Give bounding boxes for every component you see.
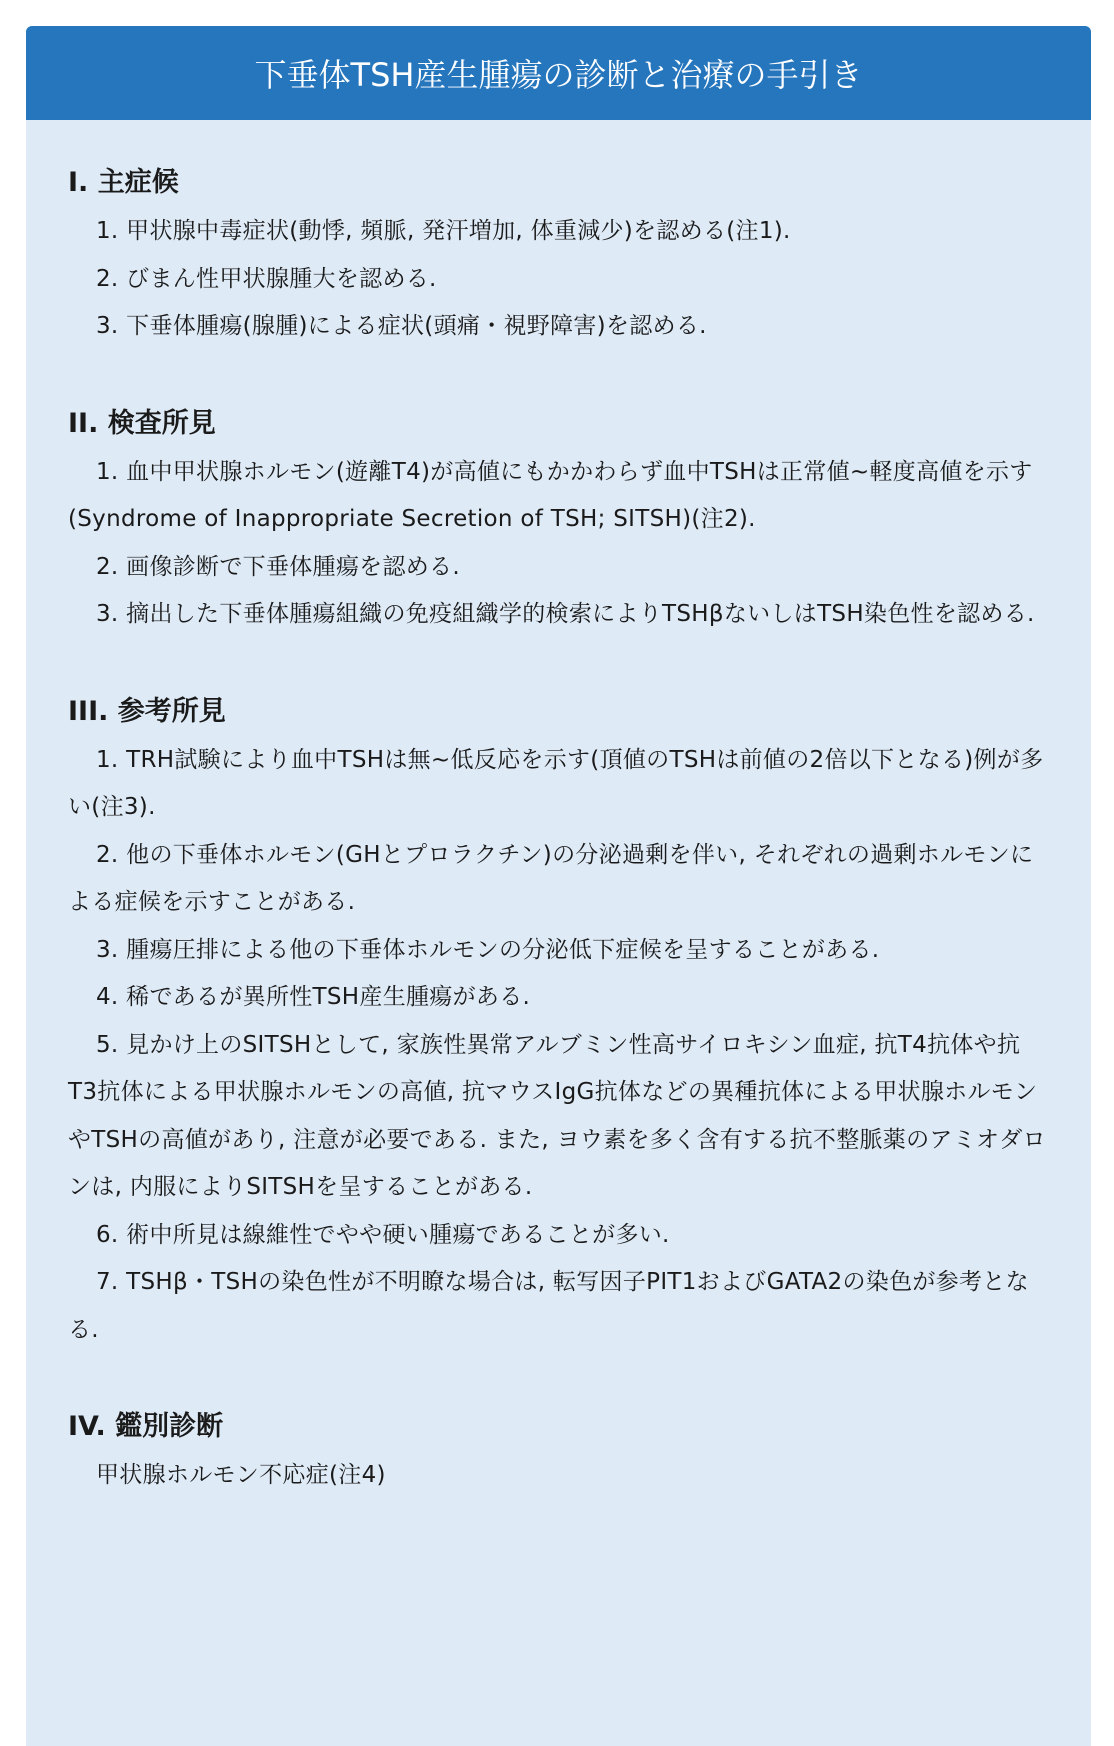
list-item: 甲状腺ホルモン不応症(注4) bbox=[96, 1462, 386, 1488]
list-item: 3. 腫瘍圧排による他の下垂体ホルモンの分泌低下症候を呈することがある. bbox=[96, 936, 880, 963]
list-item: 3. 下垂体腫瘍(腺腫)による症状(頭痛・視野障害)を認める. bbox=[96, 313, 707, 339]
section-heading: IV. 鑑別診断 bbox=[68, 1411, 224, 1442]
section-heading: III. 参考所見 bbox=[68, 695, 226, 727]
card-content bbox=[26, 120, 1091, 1500]
list-item: 4. 稀であるが異所性TSH産生腫瘍がある. bbox=[96, 984, 531, 1010]
list-item: 2. びまん性甲状腺腫大を認める. bbox=[96, 265, 437, 292]
list-item: 2. 他の下垂体ホルモン(GHとプロラクチン)の分泌過剰を伴い, それぞれの過剰ホルモンによる症候を示すことがある. bbox=[68, 841, 1034, 915]
section-heading: II. 検査所見 bbox=[68, 407, 216, 439]
section-reference-findings bbox=[68, 687, 1047, 1355]
list-item: 2. 画像診断で下垂体腫瘍を認める. bbox=[96, 553, 460, 580]
list-item: 5. 見かけ上のSITSHとして, 家族性異常アルブミン性高サイロキシン血症, 抗T4抗体や抗T3抗体による甲状腺ホルモンの高値, 抗マウスIgG抗体などの異種抗体による甲状腺ホルモンやTSHの高値があり, 注意が必要である. また, ヨウ素を多く含有する抗不整脈薬のアミオダロンは, 内服によりSITSHを呈することがある. bbox=[68, 1031, 1046, 1200]
card-header bbox=[26, 26, 1091, 120]
list-item: 3. 摘出した下垂体腫瘍組織の免疫組織学的検索によりTSHβないしはTSH染色性を認める. bbox=[96, 601, 1035, 627]
list-item: 1. TRH試験により血中TSHは無~低反応を示す(頂値のTSHは前値の2倍以下となる)例が多い(注3). bbox=[68, 746, 1044, 820]
section-heading: I. 主症候 bbox=[68, 167, 179, 198]
list-item: 7. TSHβ・TSHの染色性が不明瞭な場合は, 転写因子PIT1およびGATA2の染色が参考となる. bbox=[68, 1269, 1029, 1343]
guideline-card bbox=[26, 26, 1091, 1746]
section-lab-findings bbox=[68, 399, 1047, 639]
list-item: 1. 甲状腺中毒症状(動悸, 頻脈, 発汗増加, 体重減少)を認める(注1). bbox=[96, 218, 791, 244]
list-item: 1. 血中甲状腺ホルモン(遊離T4)が高値にもかかわらず血中TSHは正常値~軽度高値を示す(Syndrome of Inappropriate Secretion of TSH; SITSH)(注2). bbox=[68, 458, 1033, 532]
section-differential-diagnosis bbox=[68, 1402, 1047, 1500]
list-item: 6. 術中所見は線維性でやや硬い腫瘍であることが多い. bbox=[96, 1221, 670, 1248]
page-title: 下垂体TSH産生腫瘍の診断と治療の手引き bbox=[254, 56, 863, 94]
section-main-symptoms bbox=[68, 158, 1047, 351]
